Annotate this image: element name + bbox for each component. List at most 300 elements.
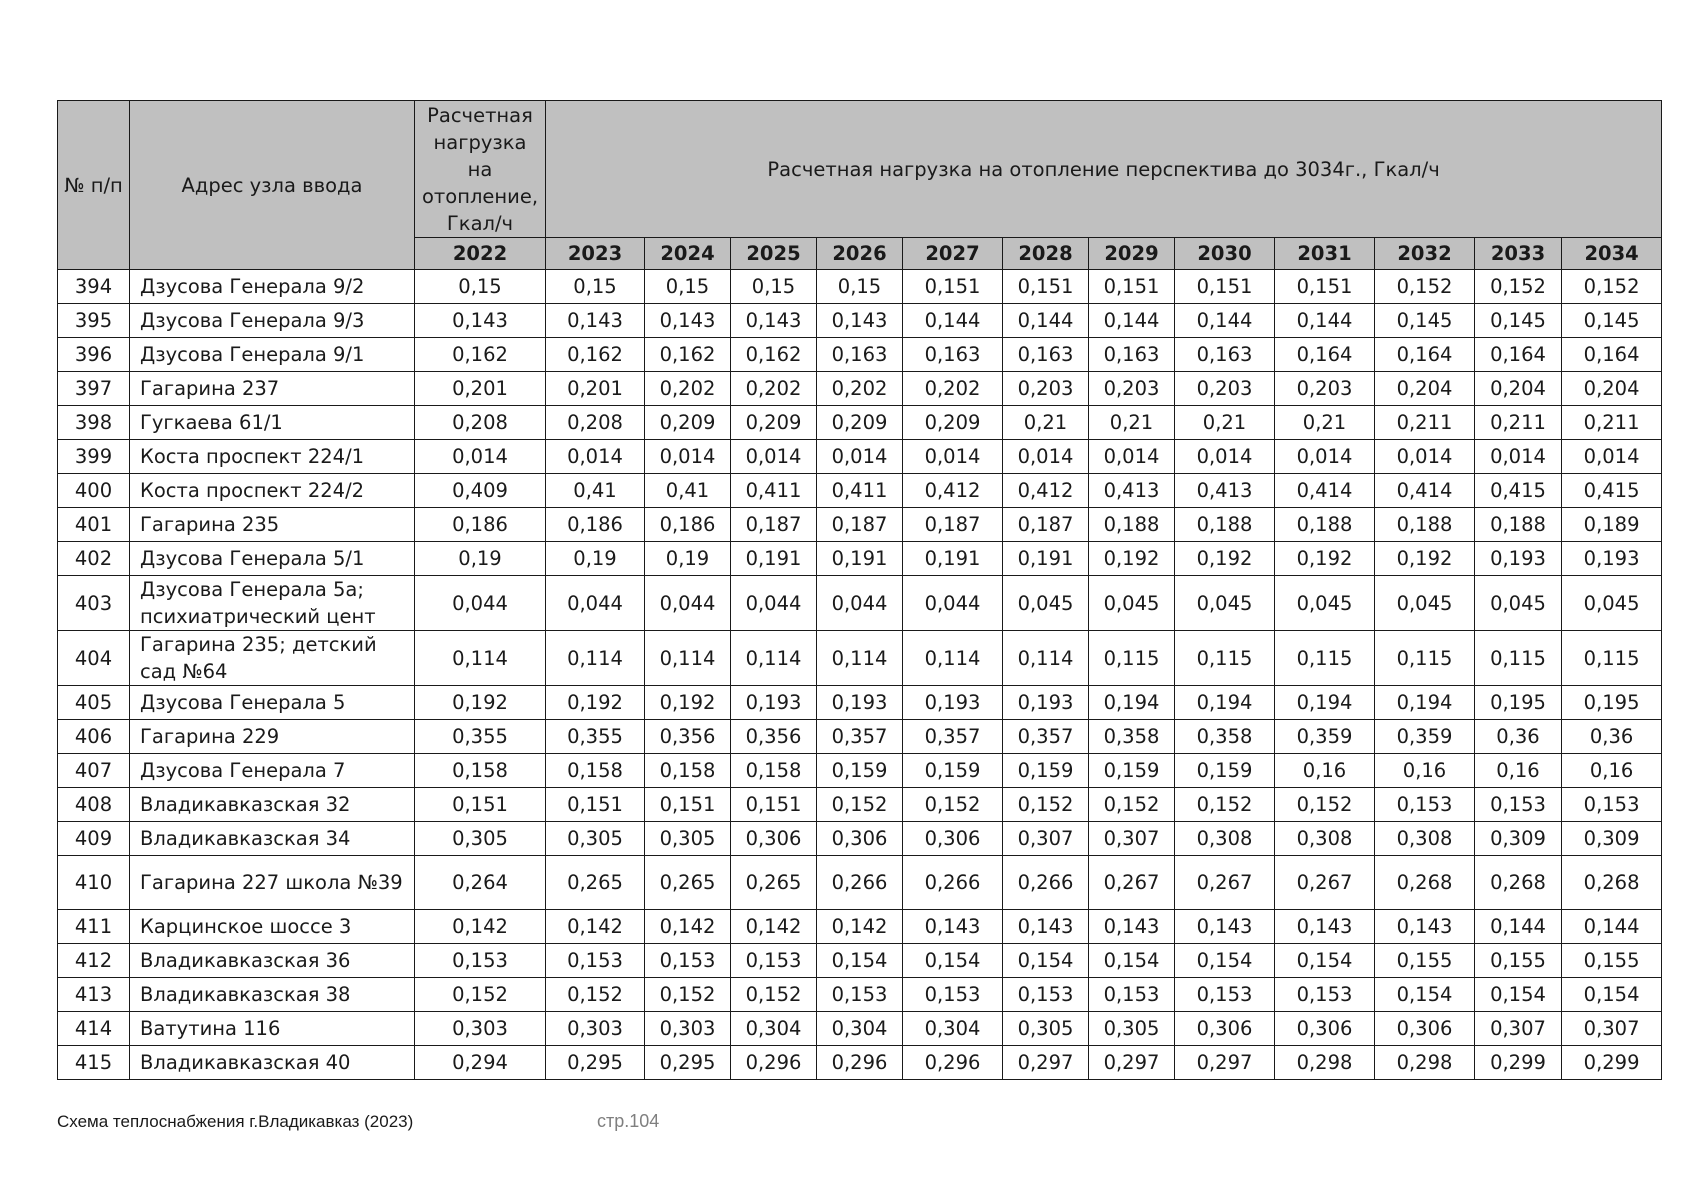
load-value-2024: 0,209 <box>645 406 731 440</box>
table-row <box>58 270 1662 304</box>
row-number: 400 <box>58 474 130 508</box>
footer-document-title: Схема теплоснабжения г.Владикавказ (2023) <box>57 1112 414 1131</box>
row-number: 404 <box>58 631 130 686</box>
load-value-2032: 0,192 <box>1375 542 1475 576</box>
load-value-2031: 0,192 <box>1275 542 1375 576</box>
row-address: Владикавказская 36 <box>130 944 415 978</box>
load-value-2033: 0,268 <box>1475 856 1562 910</box>
load-value-2034: 0,014 <box>1562 440 1662 474</box>
load-value-2022: 0,143 <box>415 304 546 338</box>
load-value-2028: 0,152 <box>1003 788 1089 822</box>
header-year-2023: 2023 <box>546 238 645 270</box>
load-value-2031: 0,267 <box>1275 856 1375 910</box>
header-perspective: Расчетная нагрузка на отопление перспектива до 3034г., Гкал/ч <box>546 101 1662 238</box>
load-value-2034: 0,144 <box>1562 910 1662 944</box>
load-value-2024: 0,152 <box>645 978 731 1012</box>
row-number: 398 <box>58 406 130 440</box>
load-value-2034: 0,193 <box>1562 542 1662 576</box>
header-year-2031: 2031 <box>1275 238 1375 270</box>
load-value-2022: 0,355 <box>415 720 546 754</box>
load-value-2025: 0,306 <box>731 822 817 856</box>
table-row <box>58 304 1662 338</box>
load-value-2027: 0,412 <box>903 474 1003 508</box>
load-value-2034: 0,36 <box>1562 720 1662 754</box>
footer-page-number: стр.104 <box>597 1111 660 1131</box>
load-value-2030: 0,014 <box>1175 440 1275 474</box>
load-value-2028: 0,193 <box>1003 686 1089 720</box>
load-value-2025: 0,191 <box>731 542 817 576</box>
table-row <box>58 1012 1662 1046</box>
load-value-2029: 0,203 <box>1089 372 1175 406</box>
header-year-2024: 2024 <box>645 238 731 270</box>
load-value-2028: 0,143 <box>1003 910 1089 944</box>
table-row <box>58 474 1662 508</box>
row-number: 396 <box>58 338 130 372</box>
load-value-2026: 0,193 <box>817 686 903 720</box>
load-value-2032: 0,211 <box>1375 406 1475 440</box>
row-address: Гагарина 237 <box>130 372 415 406</box>
table-row <box>58 440 1662 474</box>
table-row <box>58 944 1662 978</box>
load-value-2029: 0,143 <box>1089 910 1175 944</box>
row-number: 402 <box>58 542 130 576</box>
row-address: Дзусова Генерала 9/3 <box>130 304 415 338</box>
load-value-2031: 0,045 <box>1275 576 1375 631</box>
load-value-2033: 0,115 <box>1475 631 1562 686</box>
load-value-2023: 0,186 <box>546 508 645 542</box>
load-value-2026: 0,304 <box>817 1012 903 1046</box>
load-value-2029: 0,413 <box>1089 474 1175 508</box>
load-value-2030: 0,143 <box>1175 910 1275 944</box>
load-value-2026: 0,152 <box>817 788 903 822</box>
row-address: Гагарина 229 <box>130 720 415 754</box>
load-value-2026: 0,306 <box>817 822 903 856</box>
load-value-2033: 0,045 <box>1475 576 1562 631</box>
load-value-2027: 0,151 <box>903 270 1003 304</box>
load-value-2034: 0,195 <box>1562 686 1662 720</box>
header-year-2027: 2027 <box>903 238 1003 270</box>
load-value-2025: 0,143 <box>731 304 817 338</box>
row-address: Коста проспект 224/1 <box>130 440 415 474</box>
load-value-2033: 0,36 <box>1475 720 1562 754</box>
row-number: 408 <box>58 788 130 822</box>
load-value-2026: 0,357 <box>817 720 903 754</box>
load-value-2031: 0,153 <box>1275 978 1375 1012</box>
row-number: 401 <box>58 508 130 542</box>
row-address: Гагарина 227 школа №39 <box>130 856 415 910</box>
row-address: Гугкаева 61/1 <box>130 406 415 440</box>
load-value-2033: 0,164 <box>1475 338 1562 372</box>
row-number: 410 <box>58 856 130 910</box>
load-value-2028: 0,412 <box>1003 474 1089 508</box>
load-value-2024: 0,151 <box>645 788 731 822</box>
load-value-2026: 0,044 <box>817 576 903 631</box>
load-value-2026: 0,142 <box>817 910 903 944</box>
load-value-2033: 0,152 <box>1475 270 1562 304</box>
load-value-2024: 0,158 <box>645 754 731 788</box>
load-value-2024: 0,15 <box>645 270 731 304</box>
row-number: 412 <box>58 944 130 978</box>
header-address: Адрес узла ввода <box>130 101 415 270</box>
load-value-2026: 0,153 <box>817 978 903 1012</box>
load-value-2033: 0,415 <box>1475 474 1562 508</box>
table-row <box>58 978 1662 1012</box>
load-value-2027: 0,154 <box>903 944 1003 978</box>
load-value-2032: 0,298 <box>1375 1046 1475 1080</box>
table-row <box>58 788 1662 822</box>
load-value-2028: 0,307 <box>1003 822 1089 856</box>
load-value-2022: 0,186 <box>415 508 546 542</box>
load-value-2025: 0,411 <box>731 474 817 508</box>
row-address: Карцинское шоссе 3 <box>130 910 415 944</box>
load-value-2022: 0,158 <box>415 754 546 788</box>
load-value-2029: 0,21 <box>1089 406 1175 440</box>
header-year-2028: 2028 <box>1003 238 1089 270</box>
load-value-2031: 0,359 <box>1275 720 1375 754</box>
load-value-2032: 0,014 <box>1375 440 1475 474</box>
header-year-2026: 2026 <box>817 238 903 270</box>
load-value-2025: 0,209 <box>731 406 817 440</box>
table-row <box>58 720 1662 754</box>
load-value-2030: 0,306 <box>1175 1012 1275 1046</box>
load-value-2027: 0,143 <box>903 910 1003 944</box>
load-value-2025: 0,153 <box>731 944 817 978</box>
table-row <box>58 754 1662 788</box>
load-value-2033: 0,193 <box>1475 542 1562 576</box>
load-value-2027: 0,163 <box>903 338 1003 372</box>
header-year-2025: 2025 <box>731 238 817 270</box>
load-value-2025: 0,356 <box>731 720 817 754</box>
load-value-2034: 0,115 <box>1562 631 1662 686</box>
load-value-2031: 0,194 <box>1275 686 1375 720</box>
load-value-2024: 0,114 <box>645 631 731 686</box>
load-value-2031: 0,306 <box>1275 1012 1375 1046</box>
load-value-2022: 0,142 <box>415 910 546 944</box>
load-value-2027: 0,187 <box>903 508 1003 542</box>
load-value-2024: 0,265 <box>645 856 731 910</box>
load-value-2032: 0,204 <box>1375 372 1475 406</box>
load-value-2025: 0,158 <box>731 754 817 788</box>
row-address: Владикавказская 38 <box>130 978 415 1012</box>
load-value-2031: 0,308 <box>1275 822 1375 856</box>
load-value-2025: 0,114 <box>731 631 817 686</box>
load-value-2024: 0,153 <box>645 944 731 978</box>
load-value-2024: 0,295 <box>645 1046 731 1080</box>
load-value-2025: 0,142 <box>731 910 817 944</box>
table-row <box>58 910 1662 944</box>
table-row <box>58 508 1662 542</box>
load-value-2022: 0,294 <box>415 1046 546 1080</box>
load-value-2027: 0,114 <box>903 631 1003 686</box>
load-value-2027: 0,152 <box>903 788 1003 822</box>
load-value-2027: 0,014 <box>903 440 1003 474</box>
load-value-2024: 0,142 <box>645 910 731 944</box>
load-value-2026: 0,187 <box>817 508 903 542</box>
row-address: Коста проспект 224/2 <box>130 474 415 508</box>
row-number: 413 <box>58 978 130 1012</box>
load-value-2031: 0,203 <box>1275 372 1375 406</box>
load-value-2031: 0,152 <box>1275 788 1375 822</box>
load-value-2029: 0,188 <box>1089 508 1175 542</box>
load-value-2026: 0,163 <box>817 338 903 372</box>
load-value-2029: 0,159 <box>1089 754 1175 788</box>
table-row <box>58 686 1662 720</box>
load-value-2030: 0,358 <box>1175 720 1275 754</box>
load-value-2030: 0,163 <box>1175 338 1275 372</box>
load-value-2034: 0,211 <box>1562 406 1662 440</box>
load-value-2027: 0,191 <box>903 542 1003 576</box>
load-value-2033: 0,014 <box>1475 440 1562 474</box>
load-value-2024: 0,303 <box>645 1012 731 1046</box>
row-address: Гагарина 235 <box>130 508 415 542</box>
table-row <box>58 631 1662 686</box>
load-value-2026: 0,191 <box>817 542 903 576</box>
row-address: Дзусова Генерала 9/2 <box>130 270 415 304</box>
load-value-2029: 0,144 <box>1089 304 1175 338</box>
load-value-2034: 0,154 <box>1562 978 1662 1012</box>
table-row <box>58 406 1662 440</box>
load-value-2033: 0,204 <box>1475 372 1562 406</box>
row-address: Дзусова Генерала 5/1 <box>130 542 415 576</box>
load-value-2027: 0,296 <box>903 1046 1003 1080</box>
load-value-2026: 0,209 <box>817 406 903 440</box>
load-value-2034: 0,152 <box>1562 270 1662 304</box>
header-year-2030: 2030 <box>1175 238 1275 270</box>
load-value-2030: 0,152 <box>1175 788 1275 822</box>
load-value-2024: 0,186 <box>645 508 731 542</box>
load-value-2025: 0,014 <box>731 440 817 474</box>
load-value-2034: 0,307 <box>1562 1012 1662 1046</box>
load-value-2033: 0,309 <box>1475 822 1562 856</box>
load-value-2030: 0,267 <box>1175 856 1275 910</box>
header-num: № п/п <box>58 101 130 270</box>
load-value-2028: 0,21 <box>1003 406 1089 440</box>
load-value-2024: 0,19 <box>645 542 731 576</box>
load-value-2028: 0,187 <box>1003 508 1089 542</box>
load-value-2025: 0,151 <box>731 788 817 822</box>
load-value-2033: 0,144 <box>1475 910 1562 944</box>
load-value-2031: 0,115 <box>1275 631 1375 686</box>
load-value-2022: 0,19 <box>415 542 546 576</box>
load-value-2023: 0,305 <box>546 822 645 856</box>
load-value-2022: 0,044 <box>415 576 546 631</box>
load-value-2025: 0,187 <box>731 508 817 542</box>
load-value-2033: 0,211 <box>1475 406 1562 440</box>
load-value-2034: 0,268 <box>1562 856 1662 910</box>
load-value-2026: 0,15 <box>817 270 903 304</box>
load-value-2030: 0,297 <box>1175 1046 1275 1080</box>
load-value-2023: 0,295 <box>546 1046 645 1080</box>
row-address: Дзусова Генерала 7 <box>130 754 415 788</box>
load-value-2024: 0,143 <box>645 304 731 338</box>
load-value-2034: 0,164 <box>1562 338 1662 372</box>
load-value-2029: 0,194 <box>1089 686 1175 720</box>
load-value-2024: 0,356 <box>645 720 731 754</box>
load-value-2027: 0,304 <box>903 1012 1003 1046</box>
load-value-2023: 0,152 <box>546 978 645 1012</box>
load-value-2034: 0,415 <box>1562 474 1662 508</box>
load-value-2030: 0,151 <box>1175 270 1275 304</box>
load-value-2028: 0,357 <box>1003 720 1089 754</box>
load-value-2025: 0,193 <box>731 686 817 720</box>
load-value-2032: 0,164 <box>1375 338 1475 372</box>
load-value-2032: 0,268 <box>1375 856 1475 910</box>
header-year-2033: 2033 <box>1475 238 1562 270</box>
row-address: Владикавказская 32 <box>130 788 415 822</box>
row-address: Гагарина 235; детский сад №64 <box>130 631 415 686</box>
load-value-2030: 0,21 <box>1175 406 1275 440</box>
load-value-2029: 0,358 <box>1089 720 1175 754</box>
header-calc-load: Расчетная нагрузка на отопление, Гкал/ч <box>415 101 546 238</box>
load-value-2026: 0,114 <box>817 631 903 686</box>
load-value-2025: 0,304 <box>731 1012 817 1046</box>
load-value-2026: 0,202 <box>817 372 903 406</box>
load-value-2025: 0,265 <box>731 856 817 910</box>
load-value-2024: 0,202 <box>645 372 731 406</box>
load-value-2034: 0,204 <box>1562 372 1662 406</box>
table-row <box>58 542 1662 576</box>
load-value-2023: 0,162 <box>546 338 645 372</box>
load-value-2030: 0,308 <box>1175 822 1275 856</box>
load-value-2027: 0,357 <box>903 720 1003 754</box>
load-value-2028: 0,045 <box>1003 576 1089 631</box>
load-value-2031: 0,164 <box>1275 338 1375 372</box>
load-value-2033: 0,155 <box>1475 944 1562 978</box>
load-value-2024: 0,305 <box>645 822 731 856</box>
load-value-2027: 0,202 <box>903 372 1003 406</box>
load-value-2025: 0,162 <box>731 338 817 372</box>
load-value-2034: 0,145 <box>1562 304 1662 338</box>
load-value-2028: 0,151 <box>1003 270 1089 304</box>
load-value-2029: 0,014 <box>1089 440 1175 474</box>
load-value-2022: 0,201 <box>415 372 546 406</box>
row-number: 399 <box>58 440 130 474</box>
load-value-2028: 0,203 <box>1003 372 1089 406</box>
load-value-2030: 0,154 <box>1175 944 1275 978</box>
load-value-2023: 0,044 <box>546 576 645 631</box>
load-value-2032: 0,145 <box>1375 304 1475 338</box>
load-value-2024: 0,192 <box>645 686 731 720</box>
load-value-2030: 0,194 <box>1175 686 1275 720</box>
load-value-2033: 0,307 <box>1475 1012 1562 1046</box>
load-value-2031: 0,16 <box>1275 754 1375 788</box>
load-value-2025: 0,152 <box>731 978 817 1012</box>
load-value-2028: 0,191 <box>1003 542 1089 576</box>
load-value-2027: 0,159 <box>903 754 1003 788</box>
load-value-2031: 0,154 <box>1275 944 1375 978</box>
load-value-2028: 0,266 <box>1003 856 1089 910</box>
load-value-2029: 0,307 <box>1089 822 1175 856</box>
load-value-2022: 0,151 <box>415 788 546 822</box>
load-value-2030: 0,413 <box>1175 474 1275 508</box>
load-value-2033: 0,195 <box>1475 686 1562 720</box>
load-value-2029: 0,115 <box>1089 631 1175 686</box>
load-value-2027: 0,153 <box>903 978 1003 1012</box>
row-address: Дзусова Генерала 9/1 <box>130 338 415 372</box>
row-address: Дзусова Генерала 5а; психиатрический цент <box>130 576 415 631</box>
load-value-2029: 0,163 <box>1089 338 1175 372</box>
load-value-2029: 0,153 <box>1089 978 1175 1012</box>
row-number: 407 <box>58 754 130 788</box>
load-value-2022: 0,264 <box>415 856 546 910</box>
load-value-2028: 0,159 <box>1003 754 1089 788</box>
load-value-2030: 0,159 <box>1175 754 1275 788</box>
load-value-2023: 0,142 <box>546 910 645 944</box>
row-number: 403 <box>58 576 130 631</box>
load-value-2026: 0,159 <box>817 754 903 788</box>
load-value-2033: 0,299 <box>1475 1046 1562 1080</box>
load-value-2028: 0,014 <box>1003 440 1089 474</box>
load-value-2027: 0,044 <box>903 576 1003 631</box>
load-value-2032: 0,308 <box>1375 822 1475 856</box>
load-value-2023: 0,158 <box>546 754 645 788</box>
load-value-2027: 0,144 <box>903 304 1003 338</box>
load-value-2034: 0,299 <box>1562 1046 1662 1080</box>
load-value-2030: 0,192 <box>1175 542 1275 576</box>
table-row <box>58 338 1662 372</box>
load-value-2029: 0,305 <box>1089 1012 1175 1046</box>
load-value-2023: 0,143 <box>546 304 645 338</box>
table-row <box>58 576 1662 631</box>
load-value-2029: 0,267 <box>1089 856 1175 910</box>
load-value-2031: 0,298 <box>1275 1046 1375 1080</box>
load-value-2028: 0,297 <box>1003 1046 1089 1080</box>
load-value-2032: 0,152 <box>1375 270 1475 304</box>
load-value-2025: 0,15 <box>731 270 817 304</box>
header-year-2034: 2034 <box>1562 238 1662 270</box>
load-value-2030: 0,045 <box>1175 576 1275 631</box>
load-value-2028: 0,153 <box>1003 978 1089 1012</box>
row-number: 406 <box>58 720 130 754</box>
load-value-2028: 0,305 <box>1003 1012 1089 1046</box>
load-value-2026: 0,154 <box>817 944 903 978</box>
load-value-2028: 0,163 <box>1003 338 1089 372</box>
load-value-2023: 0,201 <box>546 372 645 406</box>
row-number: 405 <box>58 686 130 720</box>
load-value-2028: 0,154 <box>1003 944 1089 978</box>
row-address: Владикавказская 34 <box>130 822 415 856</box>
load-value-2028: 0,114 <box>1003 631 1089 686</box>
row-number: 394 <box>58 270 130 304</box>
load-value-2030: 0,188 <box>1175 508 1275 542</box>
load-value-2033: 0,16 <box>1475 754 1562 788</box>
load-value-2033: 0,153 <box>1475 788 1562 822</box>
load-value-2022: 0,303 <box>415 1012 546 1046</box>
load-value-2031: 0,21 <box>1275 406 1375 440</box>
load-value-2022: 0,192 <box>415 686 546 720</box>
load-value-2029: 0,152 <box>1089 788 1175 822</box>
load-value-2023: 0,355 <box>546 720 645 754</box>
load-value-2031: 0,143 <box>1275 910 1375 944</box>
load-value-2023: 0,151 <box>546 788 645 822</box>
load-value-2025: 0,044 <box>731 576 817 631</box>
load-value-2034: 0,153 <box>1562 788 1662 822</box>
load-value-2032: 0,194 <box>1375 686 1475 720</box>
load-value-2032: 0,188 <box>1375 508 1475 542</box>
row-number: 409 <box>58 822 130 856</box>
heat-load-table <box>57 100 1662 1080</box>
load-value-2034: 0,045 <box>1562 576 1662 631</box>
load-value-2022: 0,014 <box>415 440 546 474</box>
load-value-2030: 0,203 <box>1175 372 1275 406</box>
load-value-2029: 0,045 <box>1089 576 1175 631</box>
table-row <box>58 1046 1662 1080</box>
load-value-2023: 0,303 <box>546 1012 645 1046</box>
load-value-2023: 0,153 <box>546 944 645 978</box>
load-value-2027: 0,306 <box>903 822 1003 856</box>
load-value-2030: 0,144 <box>1175 304 1275 338</box>
load-value-2034: 0,309 <box>1562 822 1662 856</box>
